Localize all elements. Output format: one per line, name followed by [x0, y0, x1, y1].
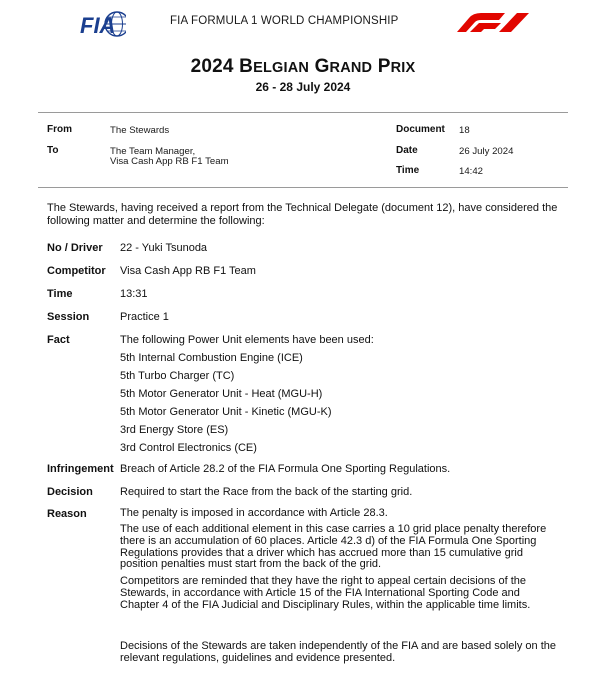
- date-value: 26 July 2024: [459, 146, 514, 157]
- session-value: Practice 1: [120, 311, 169, 323]
- decision-value: Required to start the Race from the back of the starting grid.: [120, 486, 413, 498]
- time-row-label: Time: [47, 288, 73, 300]
- infringement-label: Infringement: [47, 463, 114, 475]
- to-value-line-2: Visa Cash App RB F1 Team: [110, 156, 229, 167]
- fact-item: 5th Motor Generator Unit - Kinetic (MGU-K): [120, 406, 332, 418]
- grand-prix-title: [0, 56, 606, 78]
- f1-logo: [455, 12, 530, 32]
- driver-label: No / Driver: [47, 242, 103, 254]
- time-row-value: 13:31: [120, 288, 148, 300]
- reason-paragraph: The use of each additional element in this case carries a 10 grid place penalty therefore there is an accumulation of 60 places. Article 42.3 d) of the FIA Formula One Sporting Regulations provides that a driver which has accrued more than 15 cumulative grid position penalties must start from the back of the grid.: [120, 523, 547, 571]
- fact-item: 3rd Energy Store (ES): [120, 424, 229, 436]
- document-label: Document: [396, 124, 445, 135]
- svg-text:FIA: FIA: [80, 13, 116, 38]
- grand-prix-year: 2024: [190, 56, 234, 77]
- competitor-label: Competitor: [47, 265, 106, 277]
- header-title: FIA FORMULA 1 WORLD CHAMPIONSHIP: [170, 15, 399, 27]
- grand-prix-word-2: GRAND: [314, 56, 373, 77]
- session-label: Session: [47, 311, 90, 323]
- infringement-value: Breach of Article 28.2 of the FIA Formula One Sporting Regulations.: [120, 463, 451, 475]
- to-value-line-1: The Team Manager,: [110, 146, 196, 157]
- time-label: Time: [396, 165, 420, 176]
- fact-item: 5th Internal Combustion Engine (ICE): [120, 352, 303, 364]
- reason-paragraph: Competitors are reminded that they have the right to appeal certain decisions of the Stewards, in accordance with Article 15 of the FIA International Sporting Code and Chapter 4 of the FIA Judicial and Disciplinary Rules, within the applicable time limits.: [120, 575, 531, 611]
- date-label: Date: [396, 145, 418, 156]
- driver-value: 22 - Yuki Tsunoda: [120, 242, 208, 254]
- divider-bottom: [38, 187, 568, 188]
- grand-prix-word-1: BELGIAN: [239, 56, 310, 77]
- reason-label: Reason: [47, 508, 87, 520]
- fact-label: Fact: [47, 334, 70, 346]
- fia-logo: [80, 7, 126, 41]
- to-label: To: [47, 145, 59, 156]
- competitor-value: Visa Cash App RB F1 Team: [120, 265, 256, 277]
- decision-label: Decision: [47, 486, 93, 498]
- event-dates: 26 - 28 July 2024: [255, 80, 351, 94]
- from-label: From: [47, 124, 72, 135]
- fact-item: 5th Turbo Charger (TC): [120, 370, 235, 382]
- document-value: 18: [459, 125, 470, 136]
- fact-item: 5th Motor Generator Unit - Heat (MGU-H): [120, 388, 323, 400]
- from-value: The Stewards: [110, 125, 170, 136]
- time-value: 14:42: [459, 166, 484, 177]
- fact-intro: The following Power Unit elements have been used:: [120, 334, 374, 346]
- grand-prix-word-3: PRIX: [377, 56, 416, 77]
- fact-item: 3rd Control Electronics (CE): [120, 442, 257, 454]
- divider-top: [38, 112, 568, 113]
- reason-paragraph: The penalty is imposed in accordance with Article 28.3.: [120, 507, 388, 519]
- intro-paragraph: The Stewards, having received a report from the Technical Delegate (document 12), have considered the following matter and determine the following:: [47, 202, 558, 227]
- reason-paragraph: Decisions of the Stewards are taken independently of the FIA and are based solely on the relevant regulations, guidelines and evidence presented.: [120, 640, 556, 664]
